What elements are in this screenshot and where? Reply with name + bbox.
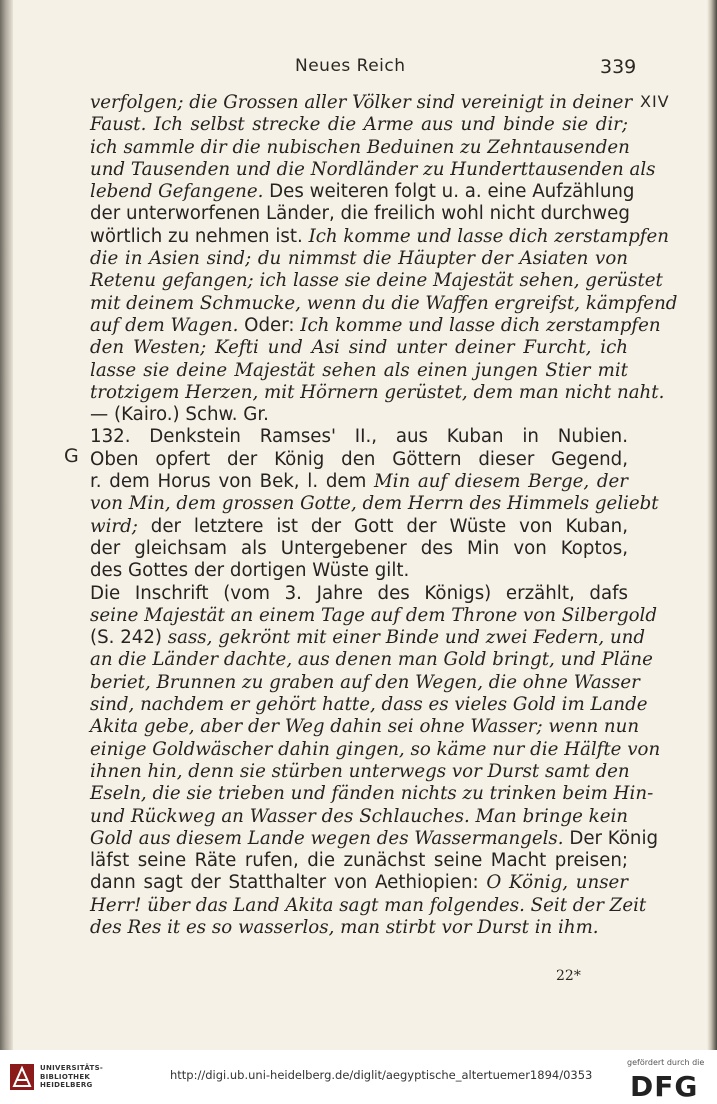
university-logo-icon bbox=[8, 1062, 36, 1092]
italic-segment: Ich komme und lasse dich zerstampfen bbox=[308, 225, 669, 247]
text-line bbox=[90, 181, 635, 203]
text-line bbox=[90, 649, 653, 671]
text-line bbox=[90, 872, 628, 894]
text-line bbox=[90, 894, 647, 917]
italic-segment: Eseln, die sie trieben und fänden nichts zu trinken beim Hin- bbox=[90, 783, 654, 805]
italic-segment: Ich komme und lasse dich zerstampfen bbox=[300, 314, 661, 336]
text-segment: Der König bbox=[563, 827, 659, 849]
italic-segment: Retenu gefangen; ich lasse sie deine Majestät sehen, gerüstet bbox=[90, 270, 663, 292]
text-line bbox=[90, 426, 628, 448]
italic-segment: des Res it es so wasserlos, man stirbt vor Durst in ihm. bbox=[90, 916, 599, 938]
text-line bbox=[90, 560, 628, 582]
dfg-logo: DFG bbox=[630, 1070, 699, 1103]
text-line bbox=[90, 627, 646, 649]
text-line bbox=[90, 783, 654, 805]
text-line bbox=[90, 516, 628, 538]
text-line bbox=[90, 827, 659, 850]
text-line bbox=[90, 738, 661, 761]
text-line bbox=[90, 716, 640, 738]
italic-segment: lasse sie deine Majestät sehen als einen jungen Stier mit bbox=[90, 359, 628, 381]
text-line bbox=[90, 604, 657, 627]
text-line bbox=[90, 806, 628, 828]
italic-segment: sind, nachdem er gehört hatte, dass es vieles Gold im Lande bbox=[90, 694, 648, 716]
text-line bbox=[90, 761, 628, 783]
italic-segment: O König, unser bbox=[486, 872, 628, 894]
page-number: 339 bbox=[600, 56, 637, 78]
library-name bbox=[40, 1064, 103, 1090]
italic-segment: Herr! über das Land Akita sagt man folgendes. Seit der Zeit bbox=[90, 894, 647, 916]
italic-segment: und Rückweg an Wasser des Schlauches. Man bringe kein bbox=[90, 805, 628, 827]
text-line bbox=[90, 850, 628, 872]
text-line bbox=[90, 381, 665, 404]
running-head: Neues Reich bbox=[295, 56, 406, 76]
italic-segment: lebend Gefangene. bbox=[90, 181, 264, 203]
page-header bbox=[90, 54, 650, 84]
italic-segment: sass, gekrönt mit einer Binde und zwei Federn, und bbox=[167, 627, 646, 649]
italic-segment: mit deinem Schmucke, wenn du die Waffen ergreifst, kämpfend bbox=[90, 292, 678, 314]
text-line bbox=[90, 137, 628, 159]
text-line bbox=[90, 917, 628, 939]
chapter-margin-note: XIV bbox=[640, 92, 670, 111]
italic-segment: wird; bbox=[90, 515, 138, 537]
text-segment: dann sagt der Statthalter von Aethiopien: bbox=[90, 872, 487, 894]
footer-bar bbox=[0, 1050, 717, 1104]
library-line: BIBLIOTHEK bbox=[40, 1072, 91, 1081]
signature-mark: 22* bbox=[556, 968, 581, 984]
text-segment: der gleichsam als Untergebener des Min von Koptos, bbox=[90, 537, 628, 559]
text-line bbox=[90, 360, 628, 382]
text-line bbox=[90, 583, 628, 605]
text-line bbox=[90, 270, 663, 292]
text-line bbox=[90, 493, 659, 515]
italic-segment: an die Länder dachte, aus denen man Gold bringt, und Pläne bbox=[90, 649, 653, 671]
text-segment: r. dem Horus von Bek, l. dem bbox=[90, 471, 375, 493]
italic-segment: trotzigem Herzen, mit Hörnern gerüstet, dem man nicht naht. bbox=[90, 381, 665, 403]
text-line bbox=[90, 449, 628, 471]
text-segment: 132. Denkstein Ramses' II., aus Kuban in Nubien. bbox=[90, 426, 628, 448]
italic-segment: Gold aus diesem Lande wegen des Wassermangels. bbox=[90, 827, 564, 849]
text-line bbox=[90, 158, 656, 181]
text-line bbox=[90, 671, 640, 694]
text-line bbox=[90, 248, 628, 270]
text-segment: der unterworfenen Länder, die freilich wohl nicht durchweg bbox=[90, 203, 630, 225]
text-line bbox=[90, 314, 661, 337]
library-line: UNIVERSITÄTS- bbox=[40, 1064, 104, 1072]
text-line bbox=[90, 92, 633, 114]
text-line bbox=[90, 471, 628, 493]
text-line bbox=[90, 337, 628, 359]
text-segment: Des weiteren folgt u. a. eine Aufzählung bbox=[263, 181, 635, 203]
text-line bbox=[90, 292, 678, 315]
text-segment: wörtlich zu nehmen ist. bbox=[90, 225, 309, 247]
text-segment: Die Inschrift (vom 3. Jahre des Königs) erzählt, dafs bbox=[90, 582, 628, 604]
text-line bbox=[90, 114, 628, 136]
italic-segment: und Tausenden und die Nordländer zu Hunderttausenden als bbox=[90, 158, 656, 180]
italic-segment: den Westen; Kefti und Asi sind unter deiner Furcht, ich bbox=[90, 337, 628, 359]
funding-note: gefördert durch die bbox=[627, 1058, 705, 1067]
text-line bbox=[90, 538, 628, 560]
text-segment: läfst seine Räte rufen, die zunächst seine Macht preisen; bbox=[90, 850, 628, 872]
italic-segment: seine Majestät an einem Tage auf dem Throne von Silbergold bbox=[90, 604, 657, 626]
text-segment: Oder: bbox=[238, 314, 301, 336]
italic-segment: ihnen hin, denn sie stürben unterwegs vor Durst samt den bbox=[90, 760, 630, 782]
text-line bbox=[90, 203, 628, 225]
source-url-link[interactable]: http://digi.ub.uni-heidelberg.de/diglit/aegyptische_altertuemer1894/0353 bbox=[170, 1068, 593, 1082]
text-segment: der letztere ist der Gott der Wüste von Kuban, bbox=[137, 515, 628, 537]
italic-segment: ich sammle dir die nubischen Beduinen zu Zehntausenden bbox=[90, 136, 630, 158]
text-segment: des Gottes der dortigen Wüste gilt. bbox=[90, 560, 410, 582]
text-line bbox=[90, 225, 669, 248]
text-segment: Oben opfert der König den Göttern dieser Gegend, bbox=[90, 448, 628, 470]
italic-segment: einige Goldwäscher dahin gingen, so käme nur die Hälfte von bbox=[90, 738, 661, 760]
text-segment: (S. 242) bbox=[90, 627, 168, 649]
italic-segment: beriet, Brunnen zu graben auf den Wegen, die ohne Wasser bbox=[90, 671, 640, 693]
italic-segment: verfolgen; die Grossen aller Völker sind vereinigt in deiner bbox=[90, 92, 633, 113]
page-outer-edge bbox=[707, 0, 717, 1050]
italic-segment: auf dem Wagen. bbox=[90, 314, 239, 336]
italic-segment: Min auf diesem Berge, der bbox=[374, 471, 628, 493]
italic-segment: Akita gebe, aber der Weg dahin sei ohne Wasser; wenn nun bbox=[90, 716, 640, 738]
text-line bbox=[90, 404, 628, 426]
text-line bbox=[90, 694, 648, 716]
library-line: HEIDELBERG bbox=[40, 1081, 93, 1089]
text-segment: — (Kairo.) Schw. Gr. bbox=[90, 404, 269, 426]
italic-segment: die in Asien sind; du nimmst die Häupter der Asiaten von bbox=[90, 248, 628, 270]
italic-segment: Faust. Ich selbst strecke die Arme aus und binde sie dir; bbox=[90, 114, 628, 136]
page-binding-edge bbox=[0, 0, 13, 1050]
section-margin-letter: G bbox=[64, 445, 79, 467]
italic-segment: von Min, dem grossen Gotte, dem Herrn des Himmels geliebt bbox=[90, 493, 659, 515]
